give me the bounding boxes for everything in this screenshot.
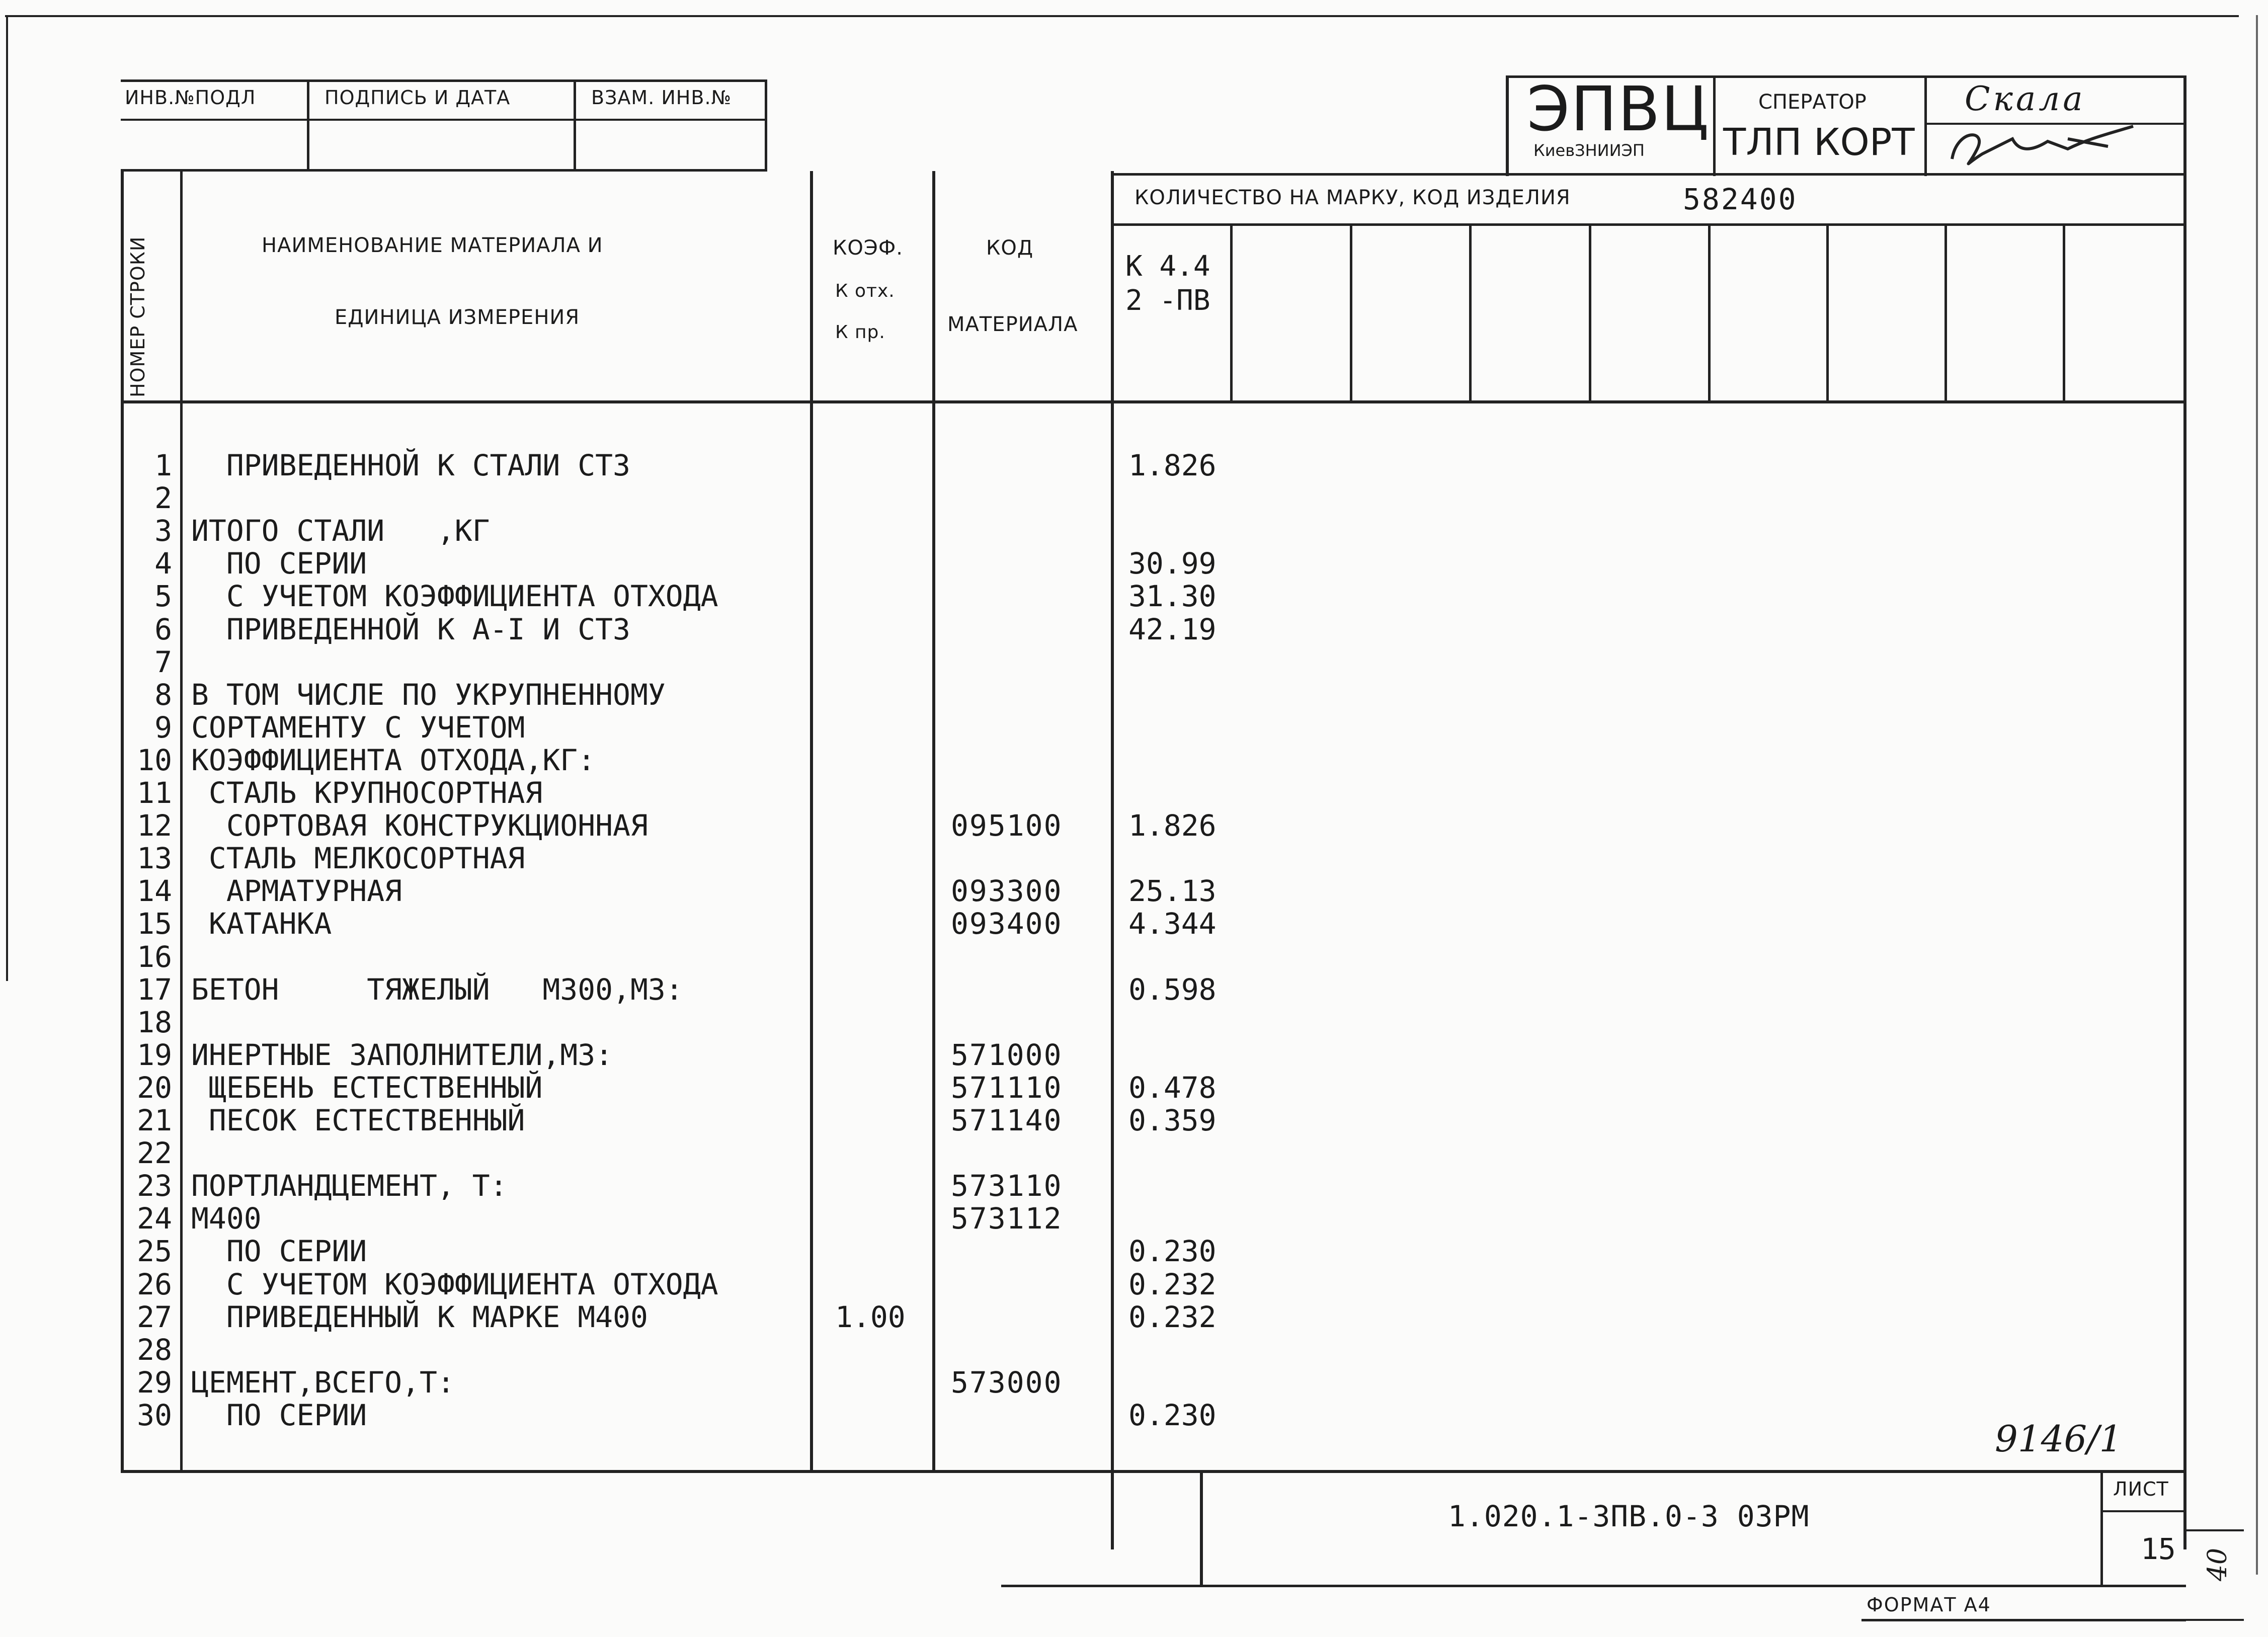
row-material-name: СТАЛЬ КРУПНОСОРТНАЯ bbox=[191, 776, 543, 810]
row-material-name: ЦЕМЕНТ,ВСЕГО,Т: bbox=[191, 1365, 455, 1400]
row-material-name: ПРИВЕДЕННОЙ К А-I И СТЗ bbox=[191, 612, 630, 646]
row-number: 23 bbox=[137, 1169, 172, 1203]
row-quantity: 0.232 bbox=[1128, 1267, 1217, 1301]
table-row bbox=[0, 875, 2163, 907]
row-material-name: ЩЕБЕНЬ ЕСТЕСТВЕННЫЙ bbox=[191, 1071, 543, 1105]
table-row bbox=[0, 482, 2163, 514]
stamp-inv-podl: ИНВ.№ПОДЛ bbox=[125, 87, 256, 109]
row-material-name: ПО СЕРИИ bbox=[191, 1234, 367, 1268]
row-number: 29 bbox=[137, 1365, 172, 1400]
row-material-name: В ТОМ ЧИСЛЕ ПО УКРУПНЕННОМУ bbox=[191, 678, 666, 712]
footer-left-edge bbox=[1200, 1471, 1203, 1587]
sheet-box-divider bbox=[2100, 1510, 2186, 1512]
row-number: 14 bbox=[137, 874, 172, 908]
table-row bbox=[0, 1399, 2163, 1431]
row-material-code: 571140 bbox=[951, 1103, 1063, 1137]
row-number: 27 bbox=[137, 1300, 172, 1334]
row-number: 2 bbox=[154, 481, 172, 515]
row-quantity: 0.230 bbox=[1128, 1398, 1217, 1432]
row-material-name: М400 bbox=[191, 1201, 262, 1236]
format-line bbox=[1861, 1619, 2186, 1621]
row-material-name: ПО СЕРИИ bbox=[191, 546, 367, 581]
row-material-name: АРМАТУРНАЯ bbox=[191, 874, 402, 908]
row-number: 12 bbox=[137, 808, 172, 843]
row-number: 13 bbox=[137, 841, 172, 875]
archive-number: 9146/1 bbox=[1995, 1418, 2123, 1460]
row-quantity: 42.19 bbox=[1128, 612, 1217, 646]
table-row bbox=[0, 1202, 2163, 1235]
table-row bbox=[0, 1104, 2163, 1136]
brand-line2: 2 -ПВ bbox=[1125, 284, 1210, 317]
header-material-line1: НАИМЕНОВАНИЕ МАТЕРИАЛА И bbox=[262, 234, 603, 257]
table-row bbox=[0, 1268, 2163, 1300]
row-material-code: 573000 bbox=[951, 1365, 1063, 1400]
row-material-code: 573110 bbox=[951, 1169, 1063, 1203]
row-material-name: ИНЕРТНЫЕ ЗАПОЛНИТЕЛИ,МЗ: bbox=[191, 1038, 613, 1072]
table-row bbox=[0, 777, 2163, 809]
row-number: 26 bbox=[137, 1267, 172, 1301]
stamp-vzam-inv: ВЗАМ. ИНВ.№ bbox=[591, 87, 732, 109]
row-number: 3 bbox=[154, 514, 172, 548]
table-row bbox=[0, 809, 2163, 842]
table-row bbox=[0, 1039, 2163, 1071]
row-material-code: 093300 bbox=[951, 874, 1063, 908]
row-number: 30 bbox=[137, 1398, 172, 1432]
row-material-name: С УЧЕТОМ КОЭФФИЦИЕНТА ОТХОДА bbox=[191, 1267, 718, 1301]
row-material-code: 093400 bbox=[951, 907, 1063, 941]
footer-bottom-line bbox=[1001, 1585, 2186, 1587]
stamp-podpis-data: ПОДПИСЬ И ДАТА bbox=[325, 87, 511, 109]
table-row bbox=[0, 1366, 2163, 1399]
row-material-code: 571110 bbox=[951, 1071, 1063, 1105]
row-material-name: ИТОГО СТАЛИ ,КГ bbox=[191, 514, 490, 548]
row-material-name: КАТАНКА bbox=[191, 907, 332, 941]
row-number: 19 bbox=[137, 1038, 172, 1072]
table-row bbox=[0, 646, 2163, 678]
sheet-number: 15 bbox=[2141, 1532, 2176, 1566]
row-number: 20 bbox=[137, 1071, 172, 1105]
table-row bbox=[0, 1137, 2163, 1169]
corner-box-bottom bbox=[2183, 1619, 2244, 1621]
sheet-box-left bbox=[2100, 1471, 2103, 1586]
row-quantity: 25.13 bbox=[1128, 874, 1217, 908]
header-coef-line2: К отх. bbox=[835, 281, 895, 301]
header-coef-line1: КОЭФ. bbox=[833, 236, 903, 260]
row-quantity: 0.232 bbox=[1128, 1300, 1217, 1334]
row-quantity: 0.230 bbox=[1128, 1234, 1217, 1268]
header-material-line2: ЕДИНИЦА ИЗМЕРЕНИЯ bbox=[335, 306, 580, 329]
table-bottom-line bbox=[121, 1470, 2186, 1473]
table-row bbox=[0, 449, 2163, 481]
table-row bbox=[0, 580, 2163, 612]
table-row bbox=[0, 1006, 2163, 1038]
row-material-name: ПО СЕРИИ bbox=[191, 1398, 367, 1432]
row-number: 7 bbox=[154, 645, 172, 679]
operator-label: СПЕРАТОР bbox=[1758, 91, 1867, 114]
table-row bbox=[0, 908, 2163, 940]
row-quantity: 31.30 bbox=[1128, 579, 1217, 613]
row-number: 25 bbox=[137, 1234, 172, 1268]
row-number: 15 bbox=[137, 907, 172, 941]
row-number: 1 bbox=[154, 448, 172, 482]
product-code: 582400 bbox=[1683, 182, 1798, 216]
row-number: 18 bbox=[137, 1005, 172, 1039]
row-number: 11 bbox=[137, 776, 172, 810]
operator-value: ТЛП КОРТ bbox=[1723, 121, 1915, 164]
row-material-code: 571000 bbox=[951, 1038, 1063, 1072]
row-number: 24 bbox=[137, 1201, 172, 1236]
row-number: 6 bbox=[154, 612, 172, 646]
table-row bbox=[0, 941, 2163, 973]
signer-name: Скала bbox=[1965, 79, 2086, 118]
row-material-name: СОРТОВАЯ КОНСТРУКЦИОННАЯ bbox=[191, 808, 648, 843]
table-row bbox=[0, 711, 2163, 744]
row-quantity: 4.344 bbox=[1128, 907, 1217, 941]
table-row bbox=[0, 973, 2163, 1006]
row-material-name: СТАЛЬ МЕЛКОСОРТНАЯ bbox=[191, 841, 525, 875]
row-number: 5 bbox=[154, 579, 172, 613]
row-coefficient: 1.00 bbox=[835, 1300, 906, 1334]
table-row bbox=[0, 679, 2163, 711]
row-number: 16 bbox=[137, 940, 172, 974]
header-line-number: НОМЕР СТРОКИ bbox=[127, 236, 149, 397]
table-row bbox=[0, 547, 2163, 580]
table-row bbox=[0, 1170, 2163, 1202]
corner-box-top bbox=[2183, 1529, 2244, 1531]
table-row bbox=[0, 842, 2163, 874]
row-quantity: 1.826 bbox=[1128, 808, 1217, 843]
row-number: 8 bbox=[154, 678, 172, 712]
row-number: 10 bbox=[137, 743, 172, 777]
row-material-code: 573112 bbox=[951, 1201, 1063, 1236]
row-quantity: 0.598 bbox=[1128, 972, 1217, 1007]
table-row bbox=[0, 1072, 2163, 1104]
row-quantity: 0.359 bbox=[1128, 1103, 1217, 1137]
row-material-name: ПОРТЛАНДЦЕМЕНТ, Т: bbox=[191, 1169, 508, 1203]
row-number: 21 bbox=[137, 1103, 172, 1137]
row-material-name: БЕТОН ТЯЖЕЛЫЙ М300,МЗ: bbox=[191, 972, 683, 1007]
corner-mark: 40 bbox=[2203, 1547, 2233, 1582]
row-material-name: ПЕСОК ЕСТЕСТВЕННЫЙ bbox=[191, 1103, 525, 1137]
brand-line1: К 4.4 bbox=[1125, 250, 1210, 283]
row-material-name: ПРИВЕДЕННОЙ К СТАЛИ СТЗ bbox=[191, 448, 630, 482]
format-label: ФОРМАТ А4 bbox=[1867, 1594, 1991, 1616]
table-row bbox=[0, 613, 2163, 645]
table-row bbox=[0, 515, 2163, 547]
org-logo-large: ЭПВЦ bbox=[1527, 73, 1710, 145]
table-row bbox=[0, 1334, 2163, 1366]
document-code: 1.020.1-3ПВ.0-3 03РМ bbox=[1448, 1499, 1810, 1533]
row-material-name: СОРТАМЕНТУ С УЧЕТОМ bbox=[191, 710, 525, 745]
row-quantity: 0.478 bbox=[1128, 1071, 1217, 1105]
table-row bbox=[0, 744, 2163, 776]
header-quantity-label: КОЛИЧЕСТВО НА МАРКУ, КОД ИЗДЕЛИЯ bbox=[1135, 186, 1571, 209]
org-logo-small: КиевЗНИИЭП bbox=[1533, 141, 1645, 160]
row-number: 9 bbox=[154, 710, 172, 745]
row-material-name: КОЭФФИЦИЕНТА ОТХОДА,КГ: bbox=[191, 743, 596, 777]
row-material-name: С УЧЕТОМ КОЭФФИЦИЕНТА ОТХОДА bbox=[191, 579, 718, 613]
header-code-line1: КОД bbox=[986, 236, 1034, 260]
row-quantity: 1.826 bbox=[1128, 448, 1217, 482]
header-coef-line3: К пр. bbox=[835, 322, 885, 343]
header-code-line2: МАТЕРИАЛА bbox=[947, 313, 1078, 336]
table-row bbox=[0, 1301, 2163, 1333]
sheet-label: ЛИСТ bbox=[2113, 1478, 2169, 1500]
row-quantity: 30.99 bbox=[1128, 546, 1217, 581]
row-number: 22 bbox=[137, 1136, 172, 1170]
table-row bbox=[0, 1235, 2163, 1267]
row-number: 17 bbox=[137, 972, 172, 1007]
row-number: 4 bbox=[154, 546, 172, 581]
row-material-name: ПРИВЕДЕННЫЙ К МАРКЕ М400 bbox=[191, 1300, 648, 1334]
row-material-code: 095100 bbox=[951, 808, 1063, 843]
row-number: 28 bbox=[137, 1333, 172, 1367]
